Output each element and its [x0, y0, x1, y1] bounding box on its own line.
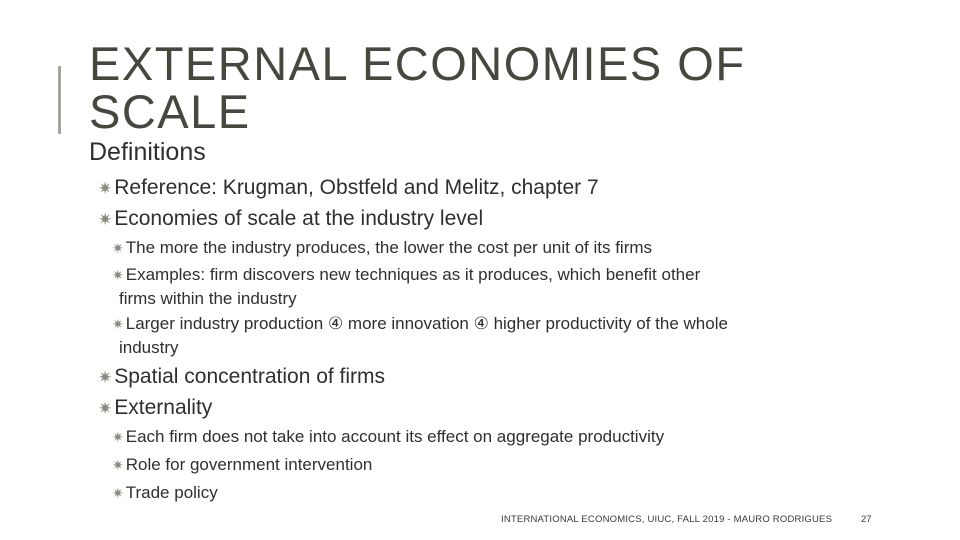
asterisk-icon: ✷ [98, 210, 113, 229]
bullet-industry-level: ✷Economies of scale at the industry level [98, 206, 483, 233]
asterisk-icon: ✷ [98, 399, 113, 418]
asterisk-icon: ✷ [112, 457, 124, 473]
bullet-reference: ✷Reference: Krugman, Obstfeld and Melitz, chapter 7 [98, 175, 599, 202]
sub-bullet-cost-per-unit: ✷ The more the industry produces, the lower the cost per unit of its firms [112, 236, 652, 260]
asterisk-icon: ✷ [98, 368, 113, 387]
bullet-externality: ✷Externality [98, 395, 212, 422]
slide-title: EXTERNAL ECONOMIES OF SCALE [89, 37, 746, 138]
asterisk-icon: ✷ [112, 485, 124, 501]
page-number: 27 [861, 514, 872, 525]
asterisk-icon: ✷ [112, 316, 124, 332]
sub-bullet-aggregate-productivity: ✷ Each firm does not take into account its effect on aggregate productivity [112, 425, 664, 449]
sub-bullet-government: ✷ Role for government intervention [112, 453, 372, 477]
asterisk-icon: ✷ [112, 240, 124, 256]
sub-bullet-trade-policy: ✷ Trade policy [112, 481, 218, 505]
slide-footer: INTERNATIONAL ECONOMICS, UIUC, FALL 2019 - MAURO RODRIGUES [501, 514, 833, 525]
asterisk-icon: ✷ [98, 179, 113, 198]
slide-subtitle: Definitions [89, 138, 206, 166]
bullet-spatial-concentration: ✷Spatial concentration of firms [98, 364, 385, 391]
sub-bullet-examples: ✷ Examples: firm discovers new techniques as it produces, which benefit other firms within the industry [112, 265, 701, 308]
sub-bullet-larger-production: ✷ Larger industry production ④ more innovation ④ higher productivity of the whole industry [112, 314, 728, 357]
asterisk-icon: ✷ [112, 429, 124, 445]
asterisk-icon: ✷ [112, 267, 124, 283]
